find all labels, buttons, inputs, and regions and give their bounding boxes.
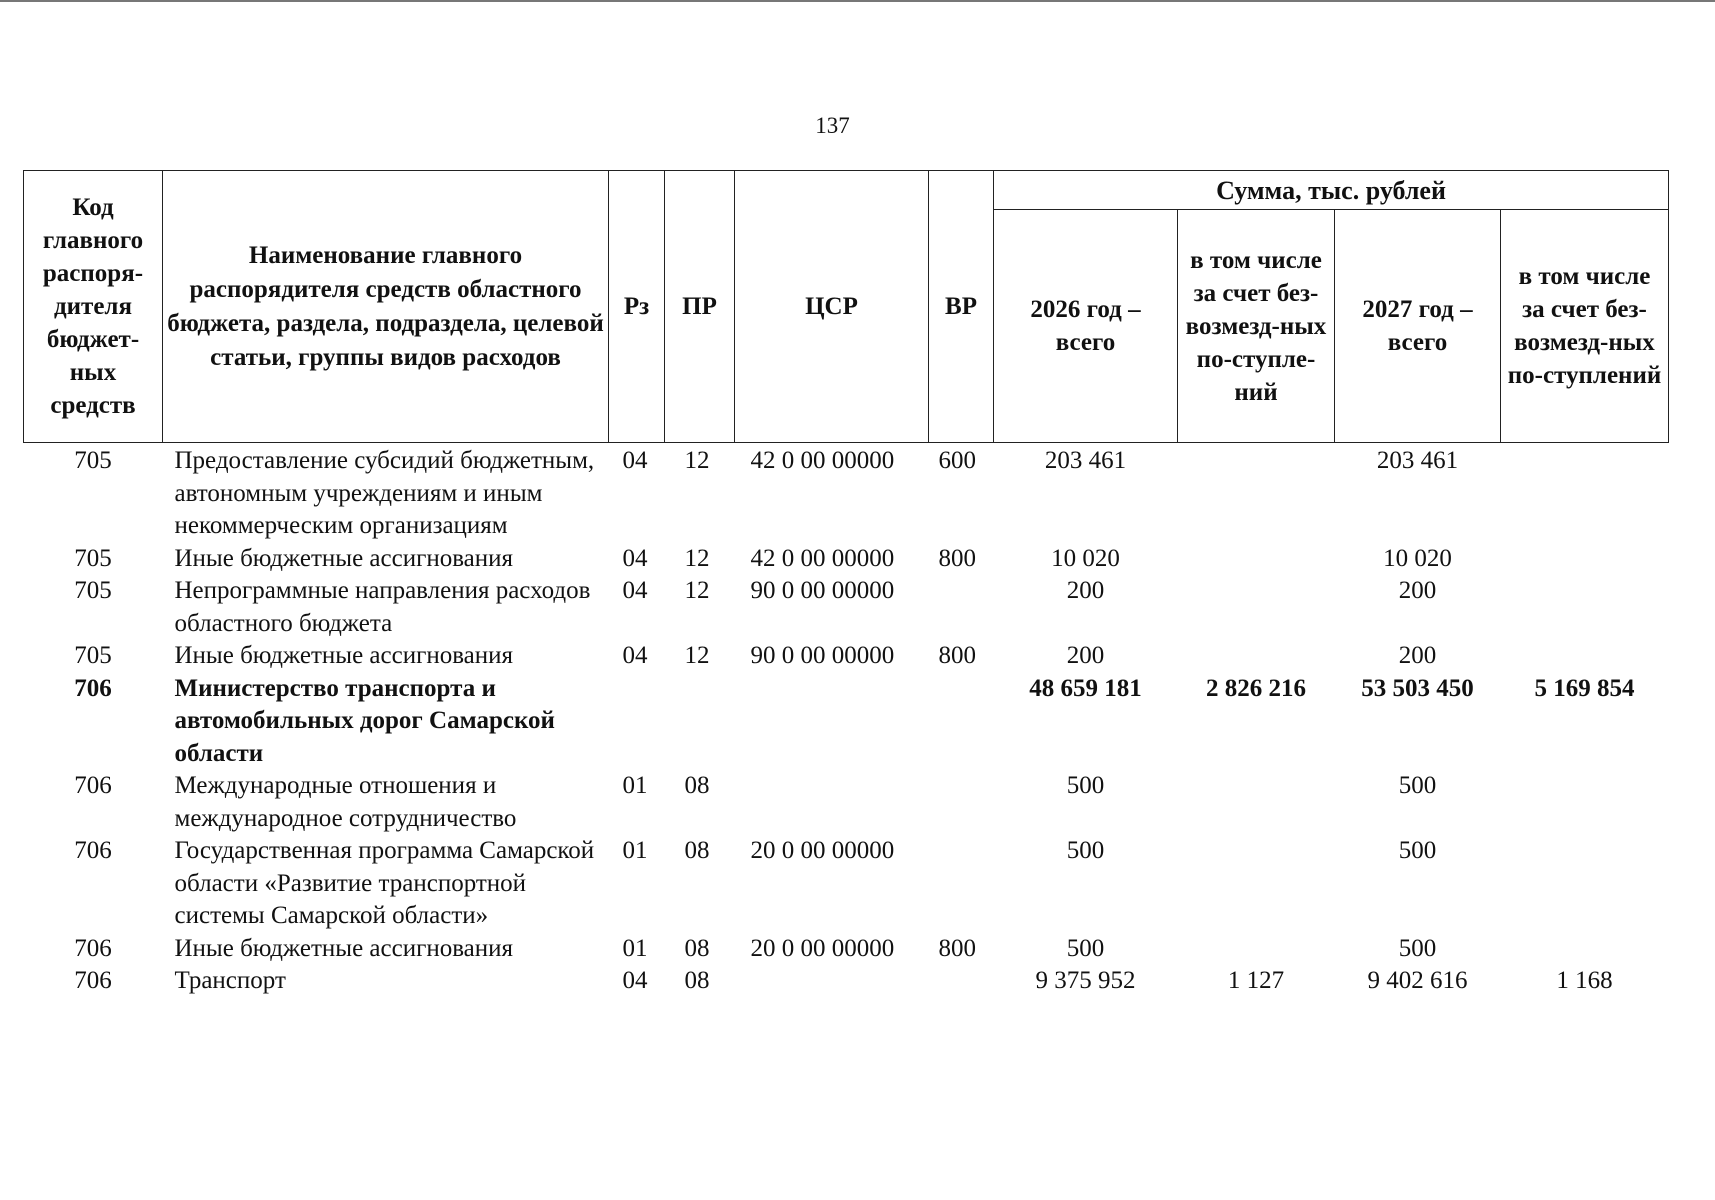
- cell-rz: 01: [622, 837, 648, 864]
- cell-rz: 04: [622, 447, 648, 474]
- cell-2027-total: 500: [1398, 934, 1437, 962]
- cell-pr: 08: [684, 934, 710, 962]
- cell-2027-free: [1501, 770, 1669, 835]
- cell-2026-free: [1178, 443, 1335, 543]
- header-vr: ВР: [929, 171, 994, 443]
- table-row: [24, 933, 1669, 966]
- cell-pr: 08: [684, 772, 710, 799]
- cell-2027-total: 200: [1398, 642, 1437, 669]
- cell-pr: 08: [684, 967, 710, 994]
- page-number: 137: [815, 113, 850, 138]
- table-row: [24, 443, 1669, 543]
- cell-name: Предоставление субсидий бюджетным, автономным учреждениям и иным некоммерческим организациям: [174, 447, 595, 539]
- cell-code: 706: [74, 967, 112, 994]
- cell-2026-total: 200: [1066, 642, 1105, 669]
- cell-2026-total: 203 461: [1044, 447, 1127, 474]
- cell-2027-total: 9 402 616: [1367, 967, 1468, 994]
- scan-edge-line: [0, 0, 1715, 2]
- cell-rz: 01: [622, 934, 648, 962]
- cell-2026-free: [1178, 575, 1335, 640]
- cell-rz: [609, 673, 665, 771]
- cell-rz: 04: [622, 544, 648, 572]
- header-rz: Рз: [609, 171, 665, 443]
- table-row: [24, 575, 1669, 640]
- cell-name: Министерство транспорта и автомобильных дорог Самарской области: [174, 674, 555, 767]
- table-row: [24, 770, 1669, 835]
- cell-2027-free: [1501, 443, 1669, 543]
- cell-2027-total: 203 461: [1376, 447, 1459, 474]
- cell-2026-free: [1178, 933, 1335, 966]
- cell-2026-total: 10 020: [1051, 544, 1120, 572]
- cell-csr: 42 0 00 00000: [750, 544, 895, 572]
- cell-pr: 12: [684, 642, 710, 669]
- cell-2026-free: [1178, 543, 1335, 576]
- cell-2026-free: 1 127: [1227, 967, 1285, 994]
- cell-2026-total: 500: [1066, 837, 1105, 864]
- cell-csr: [735, 770, 929, 835]
- cell-name: Иные бюджетные ассигнования: [174, 642, 514, 669]
- cell-2027-total: 53 503 450: [1361, 674, 1474, 702]
- header-2026-total: 2026 год – всего: [994, 210, 1178, 443]
- cell-pr: 12: [684, 577, 710, 604]
- cell-csr: 20 0 00 00000: [750, 934, 895, 962]
- cell-vr: [929, 770, 994, 835]
- cell-2027-total: 500: [1398, 837, 1437, 864]
- cell-code: 706: [74, 674, 112, 702]
- cell-csr: [735, 673, 929, 771]
- header-pr: ПР: [665, 171, 735, 443]
- cell-csr: [735, 965, 929, 998]
- cell-2026-total: 9 375 952: [1035, 967, 1136, 994]
- cell-2027-free: [1501, 933, 1669, 966]
- cell-2027-total: 500: [1398, 772, 1437, 799]
- cell-code: 705: [74, 642, 112, 669]
- cell-name: Непрограммные направления расходов областного бюджета: [174, 577, 591, 637]
- table-row: [24, 673, 1669, 771]
- cell-2026-free: 2 826 216: [1206, 674, 1306, 702]
- cell-rz: 04: [622, 642, 648, 669]
- cell-vr: [929, 673, 994, 771]
- header-code: Код главного распоря-дителя бюджет-ных средств: [24, 171, 163, 443]
- cell-2026-free: [1178, 835, 1335, 933]
- budget-table: [23, 170, 1669, 998]
- cell-2026-total: 500: [1066, 772, 1105, 799]
- cell-rz: 01: [622, 772, 648, 799]
- cell-csr: 20 0 00 00000: [750, 837, 895, 864]
- header-csr: ЦСР: [735, 171, 929, 443]
- header-2027-free: в том числе за счет без-возмезд-ных по-ступлений: [1501, 210, 1669, 443]
- cell-2026-free: [1178, 770, 1335, 835]
- cell-2027-free: [1501, 543, 1669, 576]
- cell-csr: 42 0 00 00000: [750, 447, 895, 474]
- cell-pr: [665, 673, 735, 771]
- cell-2027-free: [1501, 575, 1669, 640]
- cell-pr: 12: [684, 544, 710, 572]
- cell-name: Иные бюджетные ассигнования: [174, 544, 514, 572]
- table-header: [24, 171, 1669, 443]
- cell-pr: 12: [684, 447, 710, 474]
- cell-2027-total: 10 020: [1383, 544, 1452, 572]
- cell-2026-total: 48 659 181: [1029, 674, 1142, 702]
- table-body: [24, 443, 1669, 998]
- header-2027-total: 2027 год – всего: [1335, 210, 1501, 443]
- cell-2027-free: 1 168: [1556, 967, 1613, 994]
- table-row: [24, 965, 1669, 998]
- cell-code: 705: [74, 577, 112, 604]
- cell-name: Международные отношения и международное сотрудничество: [174, 772, 517, 832]
- cell-rz: 04: [622, 577, 648, 604]
- cell-vr: [929, 835, 994, 933]
- cell-code: 705: [74, 447, 112, 474]
- cell-vr: 800: [938, 544, 976, 572]
- table-row: [24, 835, 1669, 933]
- cell-name: Государственная программа Самарской области «Развитие транспортной системы Самарской области»: [174, 837, 595, 929]
- cell-2026-total: 200: [1066, 577, 1105, 604]
- cell-vr: [929, 575, 994, 640]
- cell-vr: 800: [938, 642, 976, 669]
- cell-code: 706: [74, 837, 112, 864]
- table-row: [24, 640, 1669, 673]
- cell-vr: 800: [938, 934, 976, 962]
- cell-name: Иные бюджетные ассигнования: [174, 934, 514, 962]
- cell-code: 706: [74, 772, 112, 799]
- header-sum-group: Сумма, тыс. рублей: [994, 171, 1669, 210]
- cell-code: 706: [74, 934, 112, 962]
- cell-name: Транспорт: [174, 967, 286, 994]
- cell-2026-total: 500: [1066, 934, 1105, 962]
- header-name: Наименование главного распорядителя средств областного бюджета, раздела, подраздела, целевой статьи, группы видов расходов: [163, 171, 609, 443]
- cell-vr: 600: [938, 447, 976, 474]
- cell-2027-total: 200: [1398, 577, 1437, 604]
- cell-2026-free: [1178, 640, 1335, 673]
- cell-rz: 04: [622, 967, 648, 994]
- cell-code: 705: [74, 544, 112, 572]
- header-2026-free: в том числе за счет без-возмезд-ных по-ступле-ний: [1178, 210, 1335, 443]
- table-row: [24, 543, 1669, 576]
- cell-csr: 90 0 00 00000: [750, 642, 895, 669]
- cell-csr: 90 0 00 00000: [750, 577, 895, 604]
- cell-vr: [929, 965, 994, 998]
- cell-2027-free: 5 169 854: [1534, 674, 1635, 702]
- cell-2027-free: [1501, 835, 1669, 933]
- cell-pr: 08: [684, 837, 710, 864]
- cell-2027-free: [1501, 640, 1669, 673]
